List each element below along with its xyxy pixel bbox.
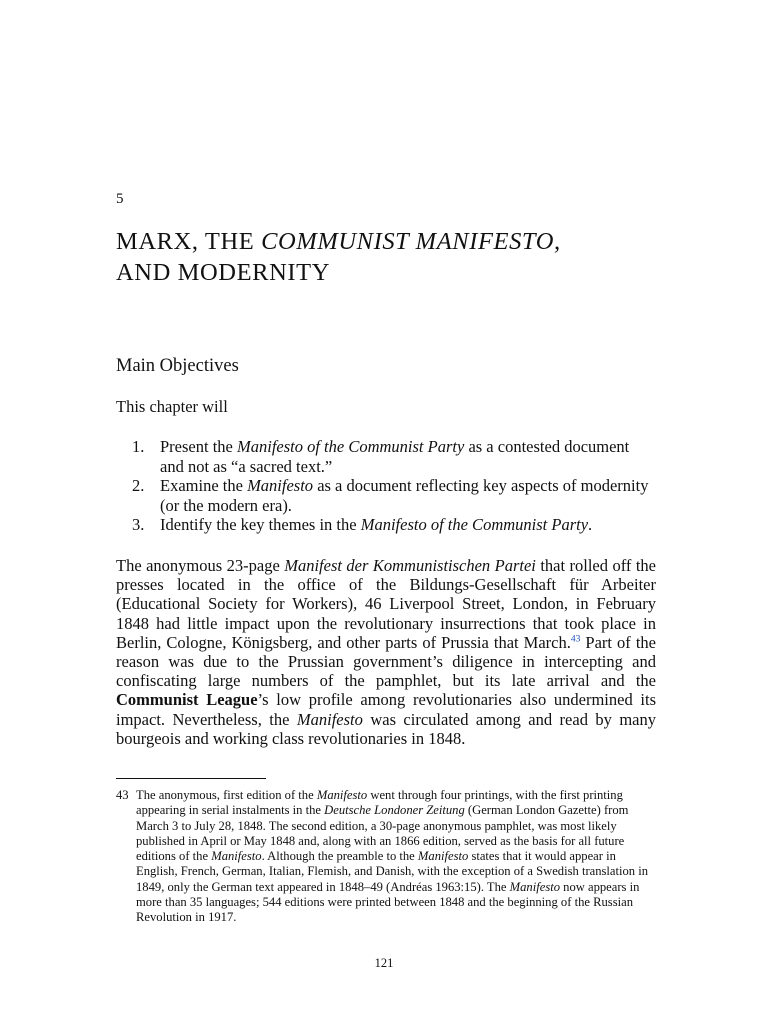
objective-text: Identify the key themes in the Manifesto of the Communist Party. (160, 515, 593, 534)
page-number: 121 (374, 956, 394, 970)
objective-text: Examine the Manifesto as a document reflecting key aspects of modernity (or the modern era). (160, 476, 649, 515)
chapter-title-part2: AND MODERNITY (116, 259, 330, 286)
objectives-list (116, 437, 656, 535)
objective-item (116, 515, 656, 535)
footnote (116, 788, 656, 926)
objectives-heading: Main Objectives (116, 356, 239, 376)
chapter-title-italic: COMMUNIST MANIFESTO, (261, 228, 561, 255)
manifest-title: Manifest der Kommunistischen Partei (284, 556, 536, 575)
body-paragraph: The anonymous 23-page Manifest der Kommunistischen Partei that rolled off the presses located in the office of the Bildungs-Gesellschaft für Arbeiter (Educational Society for Workers), 46 Liverpool Street, London, in February 1848 had little impact upon the revolutionary insurrections that took place in Berlin, Cologne, Königsberg, and other parts of Prussia that March.$^{43}$ Part of the reason was due to the Prussian government’s diligence in intercepting and confiscating large numbers of the pamphlet, but its late arrival and the Communist League’s low profile among revolutionaries also undermined its impact. Nevertheless, the Manifesto was circulated among and read by many bourgeois and working class revolutionaries in 1848. (116, 556, 657, 748)
objectives-intro: This chapter will (116, 397, 228, 416)
objective-number: 2. (132, 476, 145, 495)
footnote-divider (116, 778, 266, 779)
footnote-reference-link[interactable]: 43 (570, 634, 581, 645)
chapter-title-part1: MARX, THE (116, 228, 262, 255)
communist-league-term: Communist League (116, 690, 258, 710)
footnote-number: 43 (116, 788, 129, 802)
chapter-number: 5 (116, 191, 124, 207)
chapter-title (116, 226, 676, 288)
objective-item (116, 437, 656, 476)
footnote-text: The anonymous, first edition of the Manifesto went through four printings, with the first printing appearing in serial instalments in the Deutsche Londoner Zeitung (German London Gazette) from March 3 to July 28, 1848. The second edition, a 30-page anonymous pamphlet, was most likely published in April or May 1848 and, along with an 1866 edition, served as the basis for all future editions of the Manifesto. Although the preamble to the Manifesto states that it would appear in English, French, German, Italian, Flemish, and Danish, with the exception of a Swedish translation in 1849, only the German text appeared in 1848–49 (Andréas 1963:15). The Manifesto now appears in more than 35 languages; 544 editions were printed between 1848 and the beginning of the Russian Revolution in 1917. (136, 788, 649, 925)
objective-number: 3. (132, 515, 145, 534)
objective-number: 1. (132, 437, 145, 456)
objective-text: Present the Manifesto of the Communist Party as a contested document and not as “a sacred text.” (160, 437, 630, 476)
objective-item (116, 476, 656, 515)
